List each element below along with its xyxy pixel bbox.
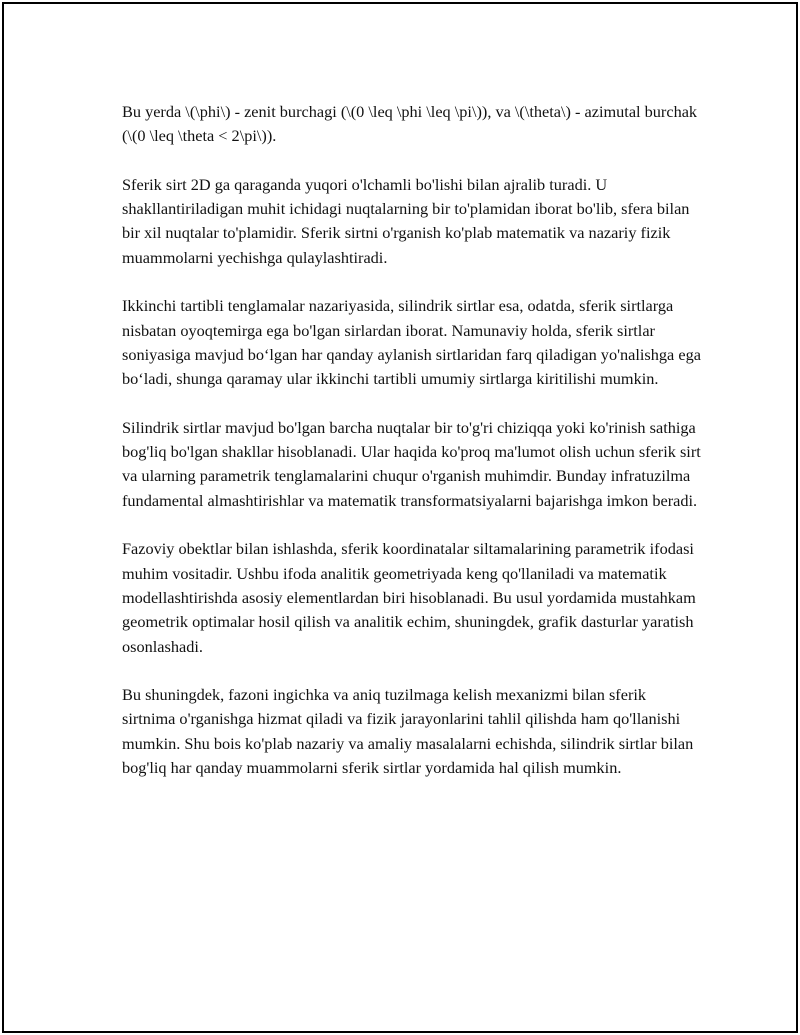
document-body <box>122 100 702 805</box>
paragraph-spatial-objects: Fazoviy obektlar bilan ishlashda, sferik koordinatalar siltamalarining parametrik ifodasi muhim vositadir. Ushbu ifoda analitik geometriyada keng qo'llaniladi va matematik modellashtirishda asosiy elementlardan biri hisoblanadi. Bu usul yordamida mustahkam geometrik optimalar hosil qilish va analitik echim, shuningdek, grafik dasturlar yaratish osonlashadi. <box>122 539 696 656</box>
page-frame <box>2 2 798 1033</box>
paragraph-spherical-surface: Sferik sirt 2D ga qaraganda yuqori o'lchamli bo'lishi bilan ajralib turadi. U shakllantiriladigan muhit ichidagi nuqtalarning bir to'plamidan iborat bo'lib, sfera bilan bir xil nuqtalar to'plamidir. Sferik sirtni o'rganish ko'plab matematik va nazariy fizik muammolarni yechishga qulaylashtiradi. <box>122 174 690 267</box>
paragraph-cylindrical-surfaces: Silindrik sirtlar mavjud bo'lgan barcha nuqtalar bir to'g'ri chiziqqa yoki ko'rinish sathiga bog'liq bo'lgan shakllar hisoblanadi. Ular haqida ko'proq ma'lumot olish uchun sferik sirt va ularning parametrik tenglamalarini chuqur o'rganish muhimdir. Bunday infratuzilma fundamental almashtirishlar va matematik transformatsiyalarni bajarishga imkon beradi. <box>122 417 701 510</box>
paragraph-conclusion: Bu shuningdek, fazoni ingichka va aniq tuzilmaga kelish mexanizmi bilan sferik sirtnima o'rganishga hizmat qiladi va fizik jarayonlarini tahlil qilishda ham qo'llanishi mumkin. Shu bois ko'plab nazariy va amaliy masalalarni echishda, silindrik sirtlar bilan bog'liq har qanday muammolarni sferik sirtlar yordamida hal qilish mumkin. <box>122 685 694 778</box>
paragraph-intro-angles: Bu yerda \(\phi\) - zenit burchagi (\(0 \leq \phi \leq \pi\)), va \(\theta\) - azimutal burchak (\(0 \leq \theta < 2\pi\)). <box>122 102 698 146</box>
paragraph-second-order-equations: Ikkinchi tartibli tenglamalar nazariyasida, silindrik sirtlar esa, odatda, sferik sirtlarga nisbatan oyoqtemirga ega bo'lgan sirlardan iborat. Namunaviy holda, sferik sirtlar soniyasiga mavjud bo‘lgan har qanday aylanish sirtlaridan farq qiladigan yo'nalishga ega bo‘ladi, shunga qaramay ular ikkinchi tartibli umumiy sirtlarga kiritilishi mumkin. <box>122 296 701 389</box>
